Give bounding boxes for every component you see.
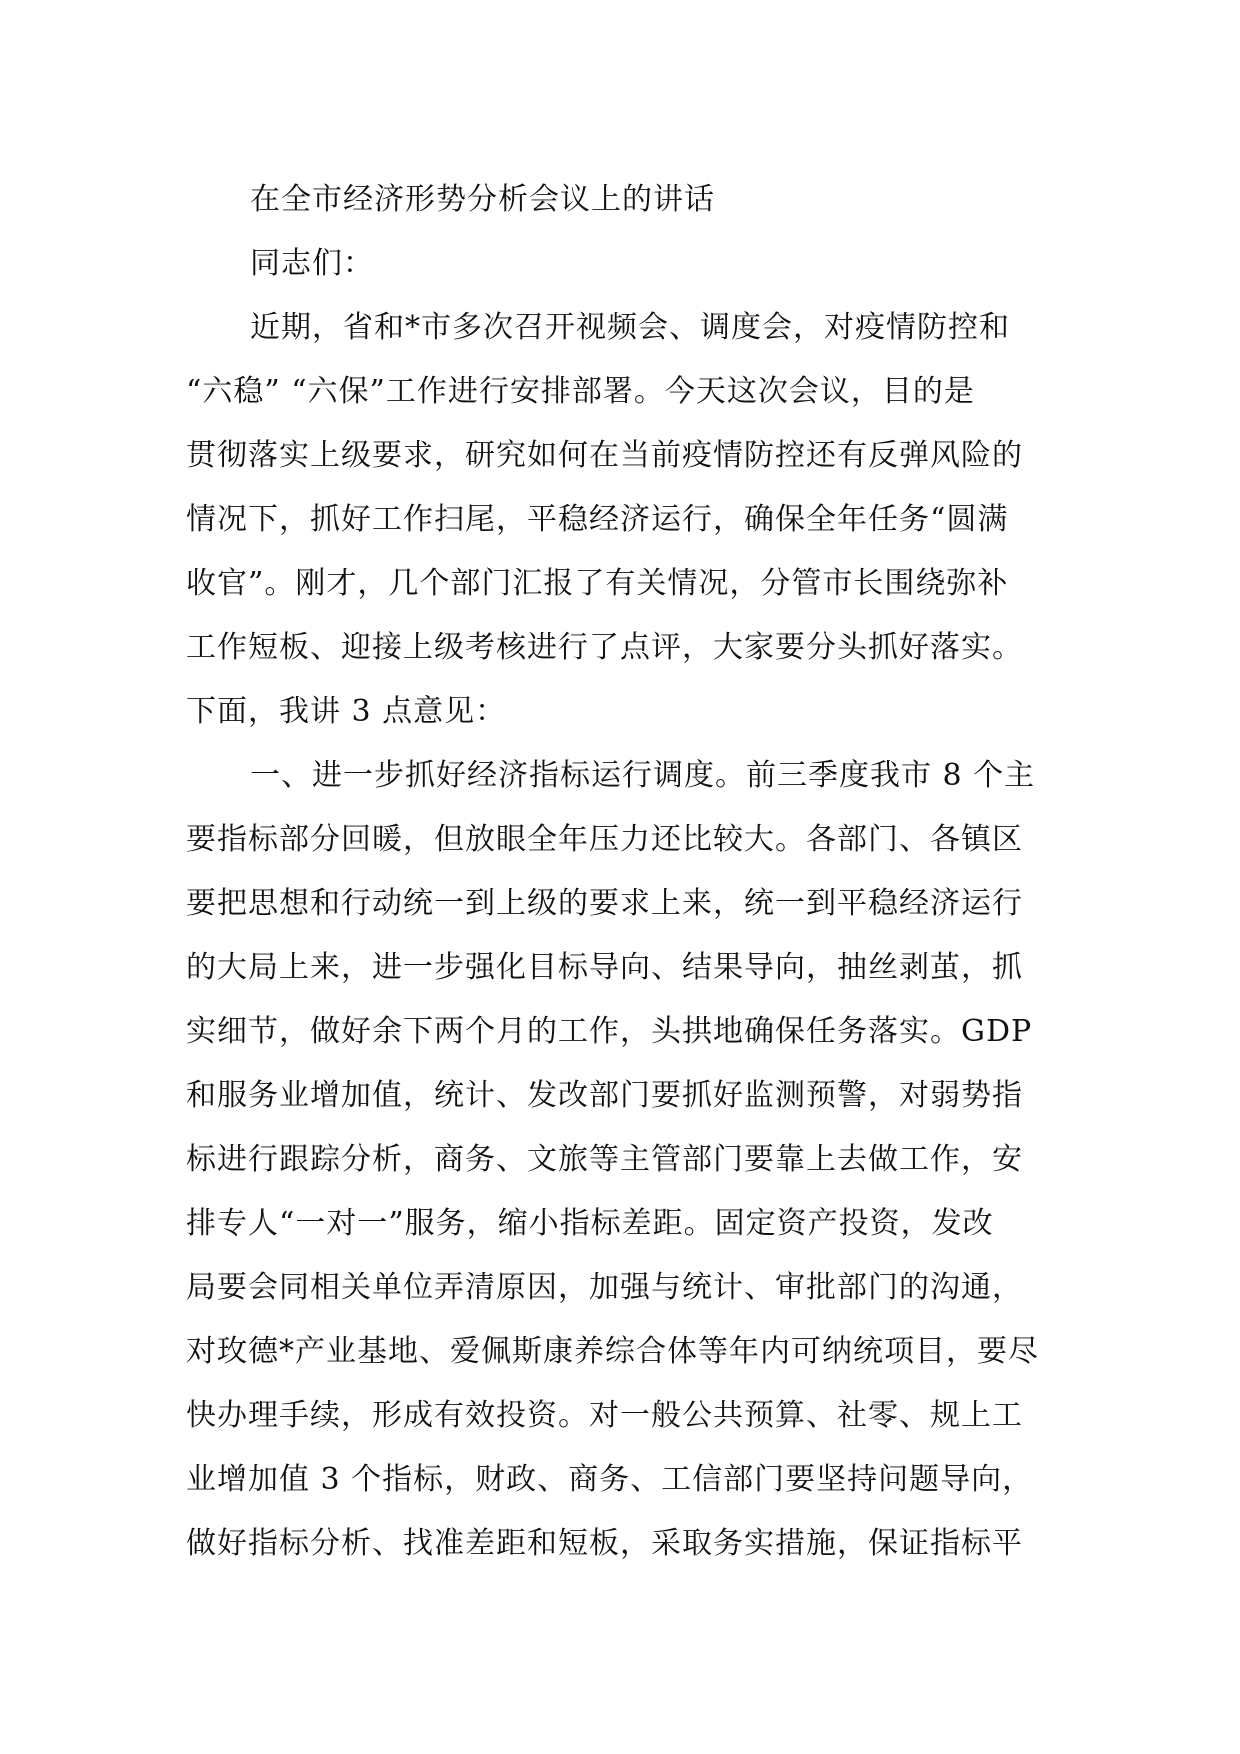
paragraph-line: 工作短板、迎接上级考核进行了点评，大家要分头抓好落实。: [186, 630, 1023, 665]
paragraph-line: 标进行跟踪分析，商务、文旅等主管部门要靠上去做工作，安: [186, 1142, 1023, 1177]
paragraph-line: 实细节，做好余下两个月的工作，头拱地确保任务落实。GDP: [186, 1014, 1033, 1049]
paragraph-line: 要把思想和行动统一到上级的要求上来，统一到平稳经济运行: [186, 886, 1023, 921]
document-body: [186, 168, 1056, 1576]
paragraph-line: 做好指标分析、找准差距和短板，采取务实措施，保证指标平: [186, 1526, 1023, 1561]
paragraph-line: 情况下，抓好工作扫尾，平稳经济运行，确保全年任务“圆满: [186, 502, 1009, 537]
salutation: 同志们：: [250, 246, 374, 281]
paragraph-line: 下面，我讲 3 点意见：: [186, 694, 507, 729]
paragraph-line: 要指标部分回暖，但放眼全年压力还比较大。各部门、各镇区: [186, 822, 1023, 857]
document-title: 在全市经济形势分析会议上的讲话: [250, 182, 715, 217]
paragraph-line: 一、进一步抓好经济指标运行调度。前三季度我市 8 个主: [250, 758, 1036, 793]
paragraph-line: “六稳” “六保”工作进行安排部署。今天这次会议，目的是: [186, 374, 975, 409]
paragraph-line: 业增加值 3 个指标，财政、商务、工信部门要坚持问题导向，: [186, 1462, 1034, 1497]
paragraph-line: 对玫德*产业基地、爱佩斯康养综合体等年内可纳统项目，要尽: [186, 1334, 1039, 1369]
paragraph-line: 和服务业增加值，统计、发改部门要抓好监测预警，对弱势指: [186, 1078, 1023, 1113]
paragraph-line: 局要会同相关单位弄清原因，加强与统计、审批部门的沟通，: [186, 1270, 1023, 1305]
paragraph-line: 快办理手续，形成有效投资。对一般公共预算、社零、规上工: [186, 1398, 1023, 1433]
paragraph-line: 的大局上来，进一步强化目标导向、结果导向，抽丝剥茧，抓: [186, 950, 1023, 985]
paragraph-line: 贯彻落实上级要求，研究如何在当前疫情防控还有反弹风险的: [186, 438, 1023, 473]
paragraph-line: 收官”。刚才，几个部门汇报了有关情况，分管市长围绕弥补: [186, 566, 1009, 601]
paragraph-line: 排专人“一对一”服务，缩小指标差距。固定资产投资，发改: [186, 1206, 994, 1241]
paragraph-line: 近期，省和*市多次召开视频会、调度会，对疫情防控和: [250, 310, 1010, 345]
